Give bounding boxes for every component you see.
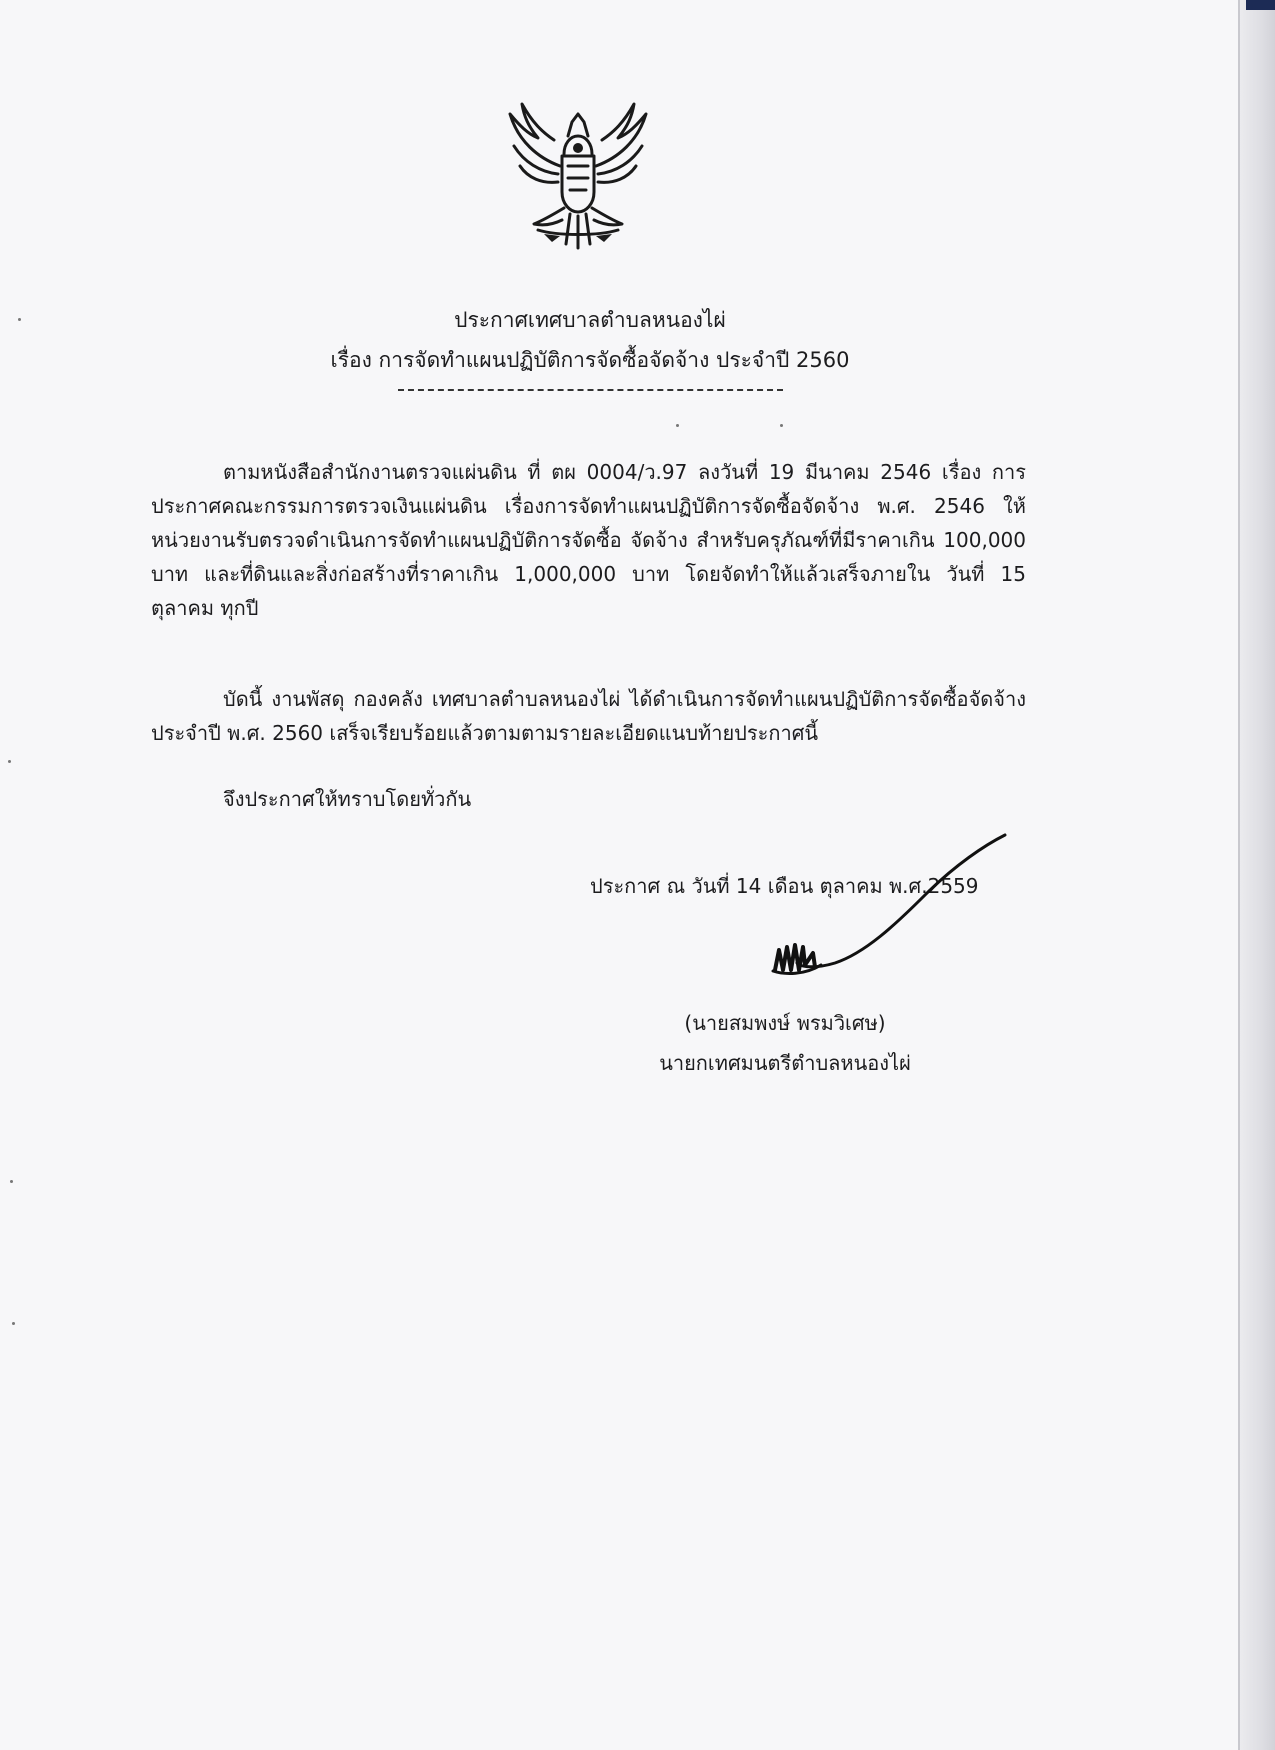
scan-speck xyxy=(12,1322,15,1325)
body-paragraph-3: จึงประกาศให้ทราบโดยทั่วกัน xyxy=(223,787,472,811)
page-edge xyxy=(1240,0,1275,1750)
scan-speck xyxy=(10,1180,13,1183)
title-divider xyxy=(398,389,783,391)
signer-title: นายกเทศมนตรีตำบลหนองไผ่ xyxy=(659,1051,911,1075)
garuda-emblem-icon xyxy=(498,96,658,256)
scan-speck xyxy=(780,424,783,427)
handwritten-signature xyxy=(755,825,1020,980)
document-subject: เรื่อง การจัดทำแผนปฏิบัติการจัดซื้อจัดจ้าง ประจำปี 2560 xyxy=(330,348,850,372)
page-edge-line xyxy=(1238,0,1240,1750)
scan-speck xyxy=(18,318,21,321)
document-title: ประกาศเทศบาลตำบลหนองไผ่ xyxy=(454,308,726,332)
body-paragraph-2: บัดนี้ งานพัสดุ กองคลัง เทศบาลตำบลหนองไผ่ ได้ดำเนินการจัดทำแผนปฏิบัติการจัดซื้อจัดจ้าง ประจำปี พ.ศ. 2560 เสร็จเรียบร้อยแล้วตามตามรายละเอียดแนบท้ายประกาศนี้ xyxy=(151,687,1026,745)
scan-speck xyxy=(676,424,679,427)
issued-date: ประกาศ ณ วันที่ 14 เดือน ตุลาคม พ.ศ.2559 xyxy=(590,874,979,898)
corner-mark xyxy=(1246,0,1275,10)
signer-name: (นายสมพงษ์ พรมวิเศษ) xyxy=(684,1011,886,1035)
scan-speck xyxy=(8,760,11,763)
body-paragraph-1: ตามหนังสือสำนักงานตรวจแผ่นดิน ที่ ตผ 0004/ว.97 ลงวันที่ 19 มีนาคม 2546 เรื่อง การประกาศคณะกรรมการตรวจเงินแผ่นดิน เรื่องการจัดทำแผนปฏิบัติการจัดซื้อจัดจ้าง พ.ศ. 2546 ให้หน่วยงานรับตรวจดำเนินการจัดทำแผนปฏิบัติการจัดซื้อ จัดจ้าง สำหรับครุภัณฑ์ที่มีราคาเกิน 100,000 บาท และที่ดินและสิ่งก่อสร้างที่ราคาเกิน 1,000,000 บาท โดยจัดทำให้แล้วเสร็จภายใน วันที่ 15 ตุลาคม ทุกปี xyxy=(151,460,1026,620)
